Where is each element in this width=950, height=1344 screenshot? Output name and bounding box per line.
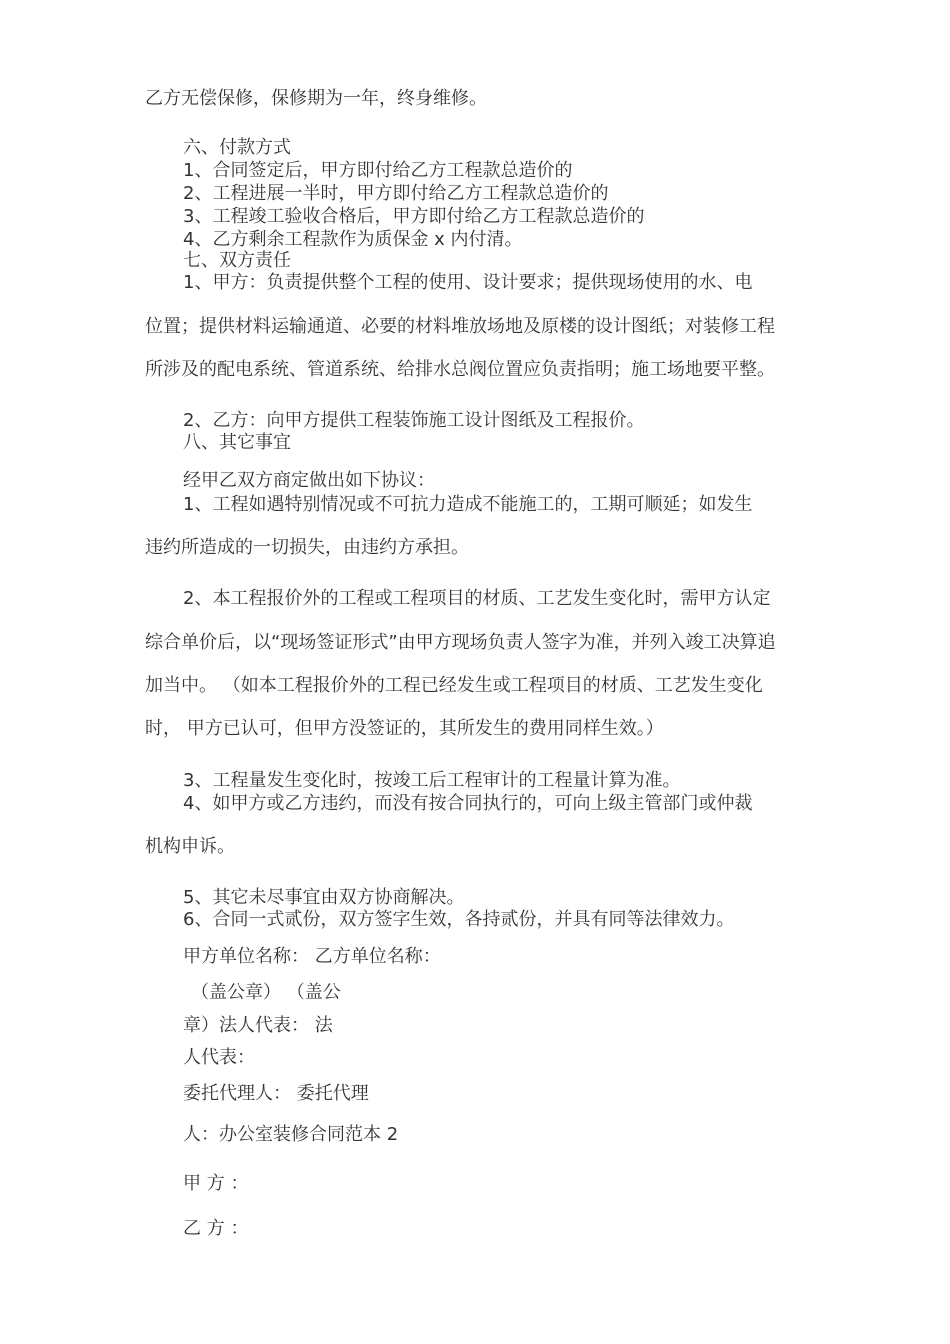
text-line: 乙方无偿保修，保修期为一年，终身维修。 — [145, 88, 487, 109]
signature-line: 人代表： — [183, 1047, 255, 1068]
text-line: 4、如甲方或乙方违约，而没有按合同执行的，可向上级主管部门或仲裁 — [183, 793, 753, 814]
text-line: 5、其它未尽事宜由双方协商解决。 — [183, 887, 465, 908]
signature-line: 章）法人代表： 法 — [183, 1015, 333, 1036]
text-line: 违约所造成的一切损失，由违约方承担。 — [145, 537, 469, 558]
text-line: 2、本工程报价外的工程或工程项目的材质、工艺发生变化时，需甲方认定 — [183, 588, 771, 609]
text-line: 所涉及的配电系统、管道系统、给排水总阀位置应负责指明；施工场地要平整。 — [145, 359, 775, 380]
text-line: 1、工程如遇特别情况或不可抗力造成不能施工的，工期可顺延；如发生 — [183, 494, 753, 515]
text-line: 1、甲方：负责提供整个工程的使用、设计要求；提供现场使用的水、电 — [183, 272, 753, 293]
text-line: 1、合同签定后，甲方即付给乙方工程款总造价的 — [183, 160, 573, 181]
text-line: 机构申诉。 — [145, 836, 235, 857]
text-line: 3、工程量发生变化时，按竣工后工程审计的工程量计算为准。 — [183, 770, 681, 791]
text-line: 2、乙方：向甲方提供工程装饰施工设计图纸及工程报价。 — [183, 410, 645, 431]
text-line: 位置；提供材料运输通道、必要的材料堆放场地及原楼的设计图纸；对装修工程 — [145, 316, 775, 337]
text-line: 2、工程进展一半时，甲方即付给乙方工程款总造价的 — [183, 183, 609, 204]
party-b-line: 乙 方 ： — [183, 1218, 249, 1239]
signature-line: （盖公章） （盖公 — [191, 982, 341, 1003]
signature-line: 委托代理人： 委托代理 — [183, 1083, 369, 1104]
signature-line: 人：办公室装修合同范本 2 — [183, 1124, 399, 1145]
text-line: 加当中。 （如本工程报价外的工程已经发生或工程项目的材质、工艺发生变化 — [145, 675, 763, 696]
section-heading: 七、双方责任 — [183, 250, 291, 271]
text-line: 4、乙方剩余工程款作为质保金 x 内付清。 — [183, 229, 523, 250]
party-a-line: 甲 方 ： — [183, 1173, 249, 1194]
text-line: 综合单价后，以“现场签证形式”由甲方现场负责人签字为准，并列入竣工决算追 — [145, 632, 776, 653]
text-line: 经甲乙双方商定做出如下协议： — [183, 470, 435, 491]
signature-line: 甲方单位名称： 乙方单位名称： — [183, 946, 441, 967]
text-line: 6、合同一式贰份，双方签字生效，各持贰份，并具有同等法律效力。 — [183, 909, 735, 930]
text-line: 时， 甲方已认可，但甲方没签证的，其所发生的费用同样生效。） — [145, 718, 664, 739]
section-heading: 六、付款方式 — [183, 137, 291, 158]
text-line: 3、工程竣工验收合格后，甲方即付给乙方工程款总造价的 — [183, 206, 645, 227]
section-heading: 八、其它事宜 — [183, 432, 291, 453]
